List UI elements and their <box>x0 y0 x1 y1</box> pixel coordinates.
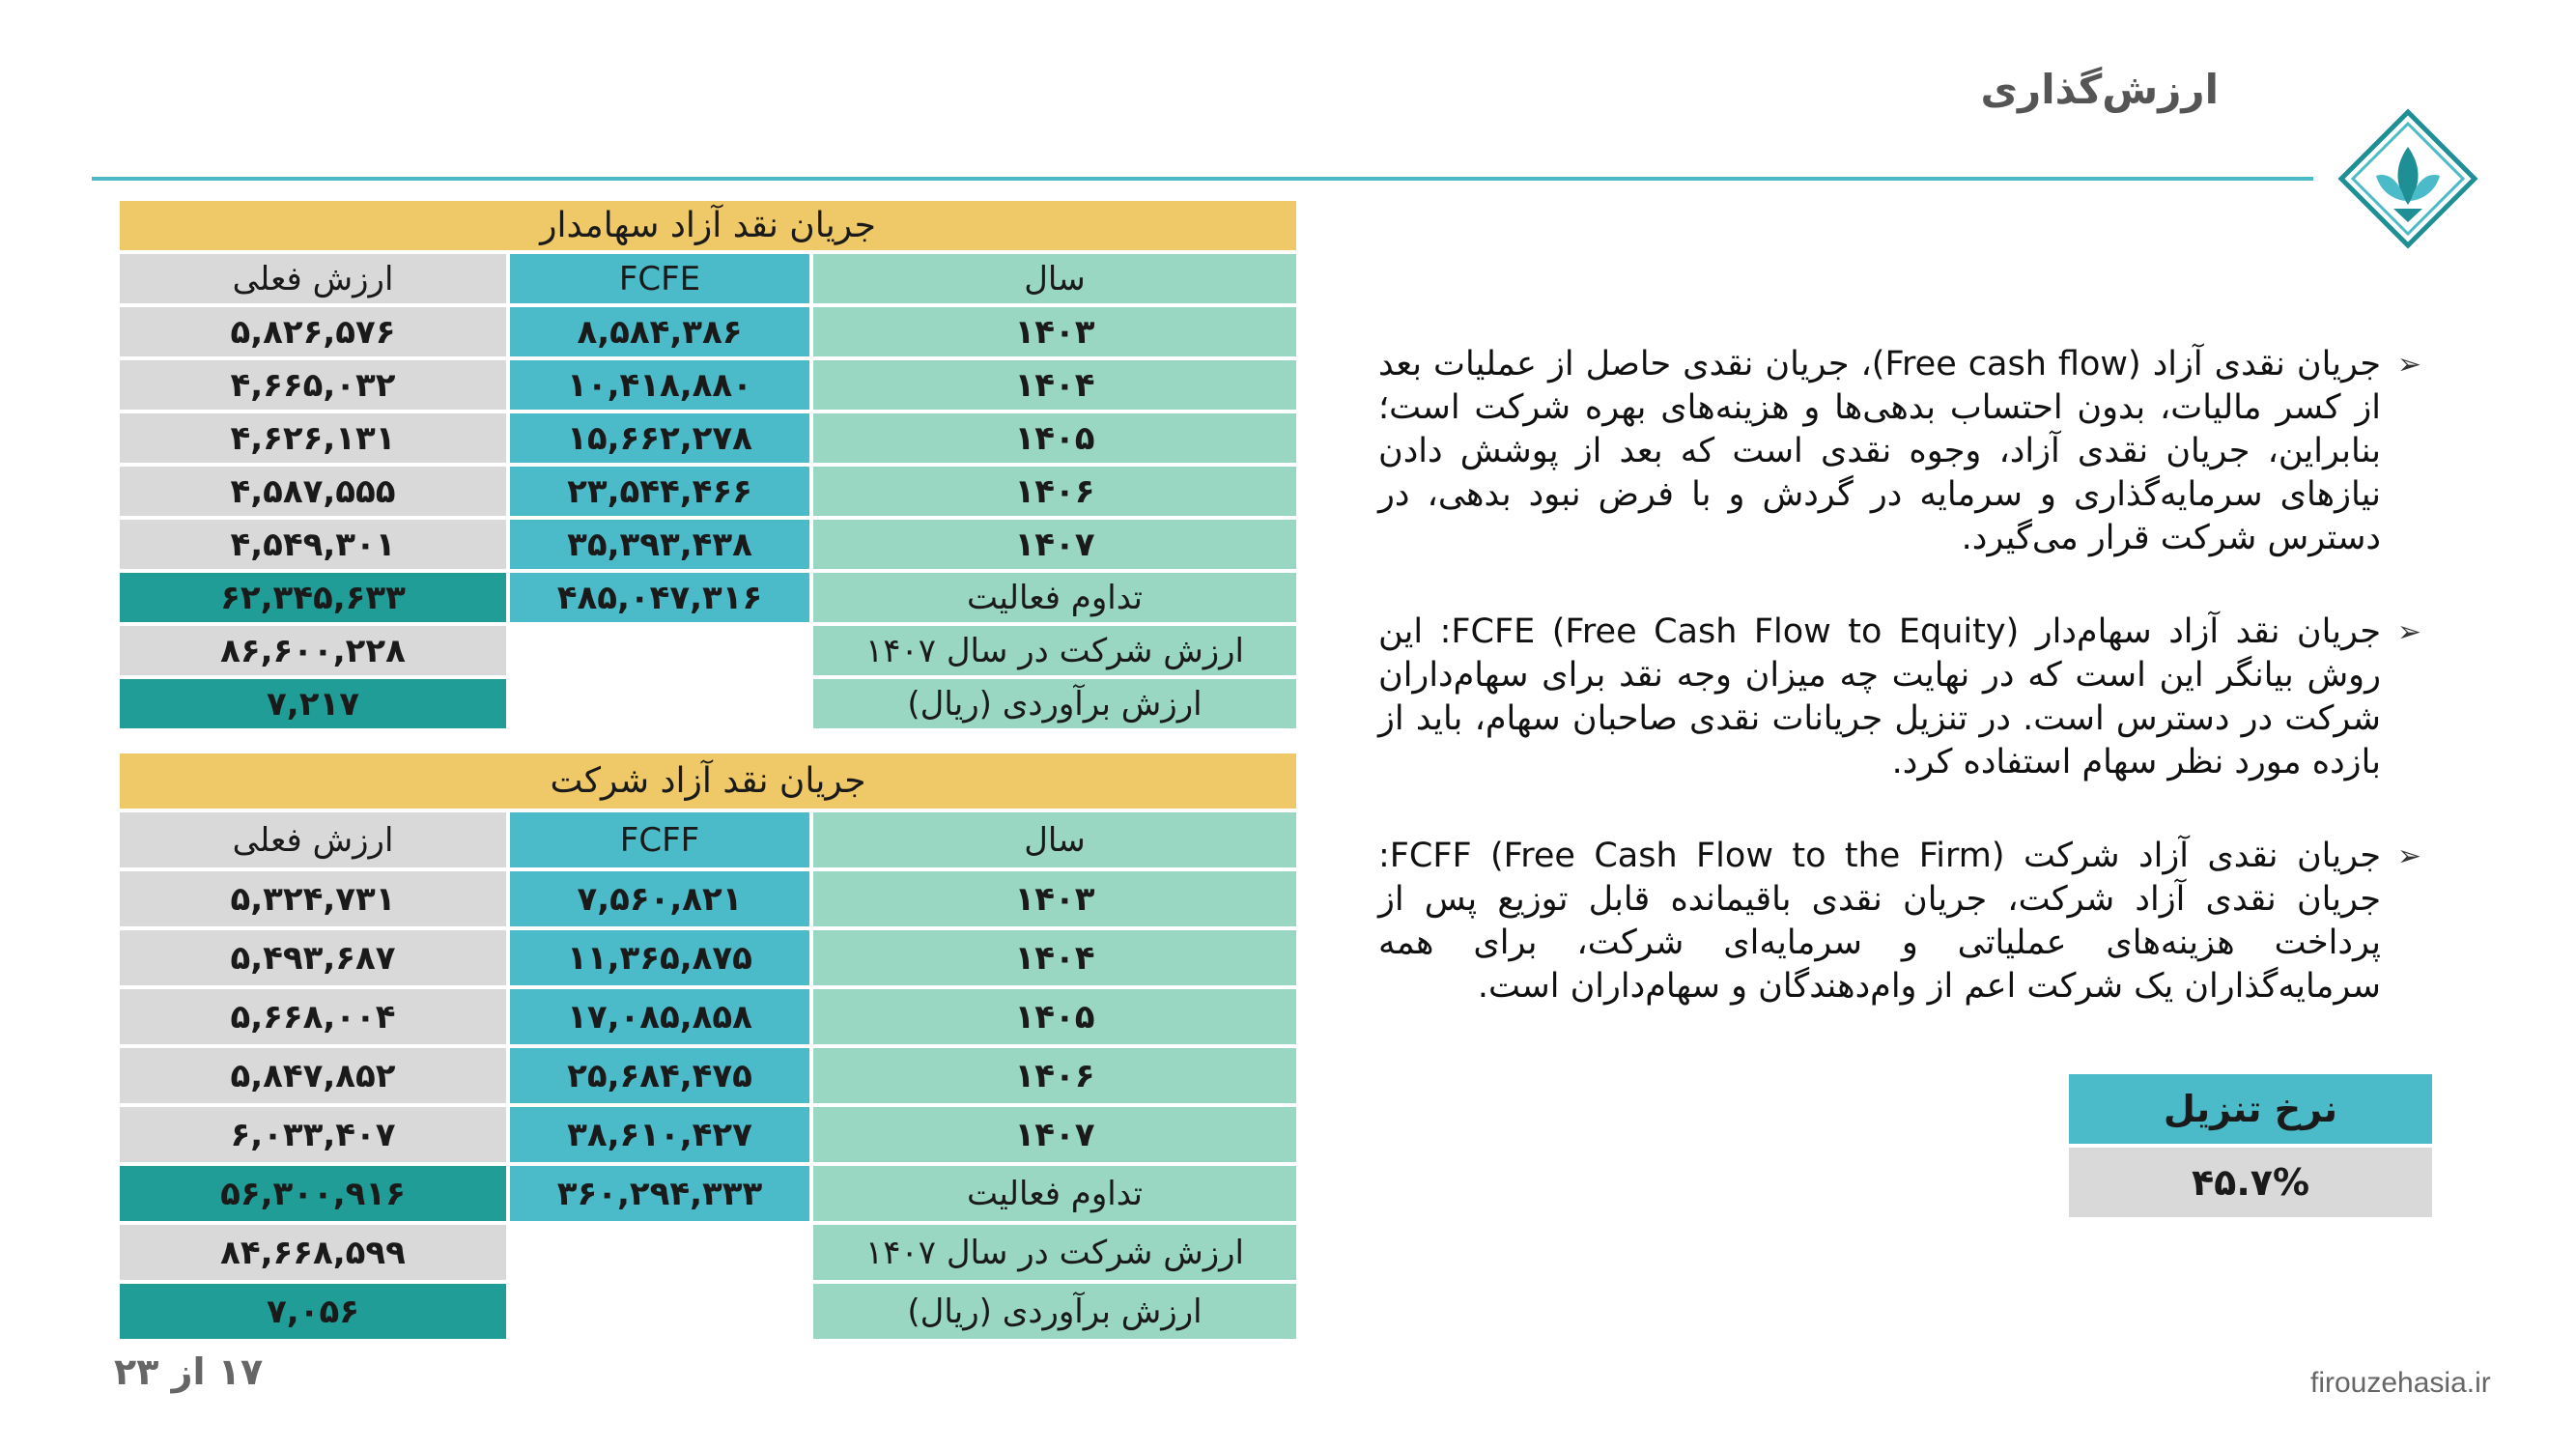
fcfe-cell: ۸,۵۸۴,۳۸۶ <box>510 307 809 356</box>
arrow-bullet-icon: ➢ <box>2396 839 2421 873</box>
estimated-value: ۷,۲۱۷ <box>120 679 506 728</box>
discount-rate-value: ۴۵.۷% <box>2069 1148 2432 1217</box>
year-cell: ۱۴۰۵ <box>813 989 1296 1044</box>
year-cell: ۱۴۰۵ <box>813 413 1296 463</box>
firm-value-row <box>120 1225 1296 1280</box>
estimated-value-label: ارزش برآوردی (ریال) <box>813 679 1296 728</box>
firm-value: ۸۴,۶۶۸,۵۹۹ <box>120 1225 506 1280</box>
list-item <box>1378 611 2421 784</box>
year-cell: ۱۴۰۶ <box>813 1048 1296 1103</box>
fcfe-table <box>116 197 1300 732</box>
year-cell: ۱۴۰۷ <box>813 1107 1296 1162</box>
fcff-cell: ۲۵,۶۸۴,۴۷۵ <box>510 1048 809 1103</box>
column-header-fcff: FCFF <box>510 812 809 867</box>
year-cell: ۱۴۰۴ <box>813 930 1296 985</box>
continuity-label: تداوم فعالیت <box>813 1166 1296 1221</box>
arrow-bullet-icon: ➢ <box>2396 615 2421 649</box>
page-number: ۱۷ از ۲۳ <box>114 1350 264 1393</box>
fcfe-cell: ۱۵,۶۶۲,۲۷۸ <box>510 413 809 463</box>
continuity-present-value: ۵۶,۳۰۰,۹۱۶ <box>120 1166 506 1221</box>
table-row <box>120 467 1296 516</box>
year-cell: ۱۴۰۳ <box>813 871 1296 926</box>
fcff-cell: ۱۷,۰۸۵,۸۵۸ <box>510 989 809 1044</box>
present-value-cell: ۵,۸۲۶,۵۷۶ <box>120 307 506 356</box>
firm-value: ۸۶,۶۰۰,۲۲۸ <box>120 626 506 675</box>
table-row <box>120 989 1296 1044</box>
column-header-present-value: ارزش فعلی <box>120 254 506 303</box>
fcff-cell: ۱۱,۳۶۵,۸۷۵ <box>510 930 809 985</box>
empty-cell <box>510 679 809 728</box>
year-cell: ۱۴۰۴ <box>813 360 1296 410</box>
year-cell: ۱۴۰۳ <box>813 307 1296 356</box>
bullet-text: جریان نقدی آزاد (Free cash flow)، جریان نقدی حاصل از عملیات بعد از کسر مالیات، بدون احتساب بدهی‌ها و هزینه‌های بهره شرکت است؛ بنابراین، جریان نقدی آزاد، وجوه نقدی است که بعد از پوشش دادن نیازهای سرمایه‌گذاری و سرمایه در گردش و با فرض نبود بدهی، در دسترس شرکت قرار می‌گیرد. <box>1378 345 2381 557</box>
continuity-row <box>120 1166 1296 1221</box>
bullet-text: جریان نقد آزاد سهام‌دار FCFE (Free Cash Flow to Equity): این روش بیانگر این است که در نهایت چه میزان وجه نقد برای سهام‌داران شرکت در دسترس است. در تنزیل جریانات نقدی صاحبان سهام، باید از بازده مورد نظر سهام استفاده کرد. <box>1378 612 2381 781</box>
continuity-label: تداوم فعالیت <box>813 573 1296 622</box>
present-value-cell: ۵,۴۹۳,۶۸۷ <box>120 930 506 985</box>
present-value-cell: ۵,۸۴۷,۸۵۲ <box>120 1048 506 1103</box>
estimated-value-row <box>120 1284 1296 1339</box>
page-title: ارزش‌گذاری <box>1980 66 2219 113</box>
list-item <box>1378 835 2421 1009</box>
estimated-value: ۷,۰۵۶ <box>120 1284 506 1339</box>
empty-cell <box>510 626 809 675</box>
present-value-cell: ۴,۵۸۷,۵۵۵ <box>120 467 506 516</box>
list-item <box>1378 343 2421 560</box>
continuity-row <box>120 573 1296 622</box>
continuity-fcff: ۳۶۰,۲۹۴,۳۳۳ <box>510 1166 809 1221</box>
column-header-year: سال <box>813 812 1296 867</box>
firm-value-label: ارزش شرکت در سال ۱۴۰۷ <box>813 626 1296 675</box>
fcfe-cell: ۱۰,۴۱۸,۸۸۰ <box>510 360 809 410</box>
column-header-year: سال <box>813 254 1296 303</box>
discount-rate-label: نرخ تنزیل <box>2069 1074 2432 1144</box>
firm-value-label: ارزش شرکت در سال ۱۴۰۷ <box>813 1225 1296 1280</box>
header-divider <box>92 177 2313 181</box>
fcfe-cell: ۲۳,۵۴۴,۴۶۶ <box>510 467 809 516</box>
empty-cell <box>510 1284 809 1339</box>
fcff-cell: ۷,۵۶۰,۸۲۱ <box>510 871 809 926</box>
present-value-cell: ۴,۵۴۹,۳۰۱ <box>120 520 506 569</box>
table-row <box>120 360 1296 410</box>
bullet-text: جریان نقدی آزاد شرکت FCFF (Free Cash Flow to the Firm): جریان نقدی آزاد شرکت، جریان نقدی باقیمانده قابل توزیع پس از پرداخت هزینه‌های عملیاتی و سرمایه‌ای شرکت، برای همه سرمایه‌گذاران یک شرکت اعم از وام‌دهندگان و سهام‌داران است. <box>1378 837 2382 1006</box>
year-cell: ۱۴۰۶ <box>813 467 1296 516</box>
table-row <box>120 1107 1296 1162</box>
arrow-bullet-icon: ➢ <box>2396 348 2421 382</box>
discount-rate-box <box>2069 1074 2432 1217</box>
column-header-present-value: ارزش فعلی <box>120 812 506 867</box>
table-title: جریان نقد آزاد شرکت <box>120 753 1296 809</box>
present-value-cell: ۴,۶۶۵,۰۳۲ <box>120 360 506 410</box>
table-row <box>120 1048 1296 1103</box>
table-row <box>120 930 1296 985</box>
company-logo-icon <box>2337 108 2478 249</box>
firm-value-row <box>120 626 1296 675</box>
fcff-cell: ۳۸,۶۱۰,۴۲۷ <box>510 1107 809 1162</box>
table-row <box>120 520 1296 569</box>
estimated-value-label: ارزش برآوردی (ریال) <box>813 1284 1296 1339</box>
table-row <box>120 871 1296 926</box>
present-value-cell: ۶,۰۳۳,۴۰۷ <box>120 1107 506 1162</box>
column-header-fcfe: FCFE <box>510 254 809 303</box>
website-link[interactable]: firouzehasia.ir <box>2310 1367 2491 1399</box>
continuity-present-value: ۶۲,۳۴۵,۶۳۳ <box>120 573 506 622</box>
empty-cell <box>510 1225 809 1280</box>
year-cell: ۱۴۰۷ <box>813 520 1296 569</box>
table-row <box>120 413 1296 463</box>
present-value-cell: ۵,۳۲۴,۷۳۱ <box>120 871 506 926</box>
table-title: جریان نقد آزاد سهامدار <box>120 201 1296 250</box>
explanation-list <box>1378 343 2421 1059</box>
table-row <box>120 307 1296 356</box>
estimated-value-row <box>120 679 1296 728</box>
continuity-fcfe: ۴۸۵,۰۴۷,۳۱۶ <box>510 573 809 622</box>
fcff-table <box>116 750 1300 1343</box>
present-value-cell: ۵,۶۶۸,۰۰۴ <box>120 989 506 1044</box>
fcfe-cell: ۳۵,۳۹۳,۴۳۸ <box>510 520 809 569</box>
present-value-cell: ۴,۶۲۶,۱۳۱ <box>120 413 506 463</box>
